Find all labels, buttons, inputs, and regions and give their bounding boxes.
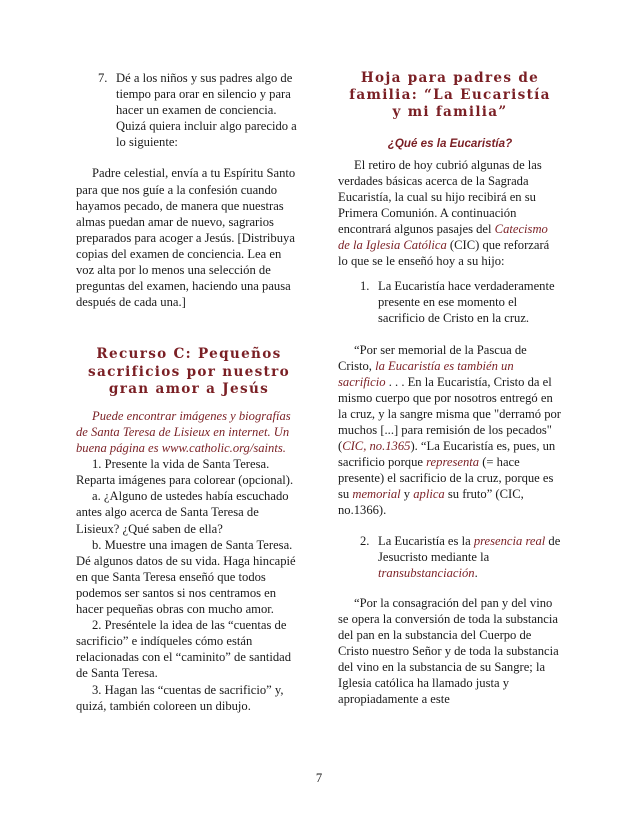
handout-title: Hoja para padres de familia: “La Eucaristía y mi familia” [349,70,551,121]
quote-text: su fruto” (CIC, no.1366). [338,487,524,518]
point-number: 1. [360,279,370,294]
quote-text: y [400,487,414,502]
list-item-7 [76,70,302,150]
handout-subtitle: ¿Qué es la Eucaristía? [387,136,513,150]
point-emphasis: transubstanciación [378,565,475,580]
quote-emphasis: representa [426,455,480,470]
point-text: La Eucaristía hace verdaderamente presente en ese momento el sacrificio de Cristo en la cruz. [378,279,555,326]
quote-emphasis: aplica [413,487,445,502]
step-1b: b. Muestre una imagen de Santa Teresa. Dé algunos datos de su vida. Haga hincapié en que Santa Teresa enseñó que todos podemos ser santos si nos centramos en hacer pequeñas obras con mucho amor. [76,537,296,617]
list-item-text: Dé a los niños y sus padres algo de tiempo para orar en silencio y para hacer un examen de conciencia. Quizá quiera incluir algo parecido a lo siguiente: [116,71,297,150]
point-text: La Eucaristía es la [378,533,474,548]
intro-paragraph: Puede encontrar imágenes y biografías de Santa Teresa de Lisieux en internet. Un buena página es www.catholic.org/saints. [76,408,291,456]
prayer-paragraph: Padre celestial, envía a tu Espíritu Santo para que nos guíe a la confesión cuando hayamos pecado, de manera que nuestras almas puedan amar de nuevo, sagrarios preparados para acoger a Jesús. [Distribuya copias del examen de conciencia. Lea en voz alta por lo menos una selección de preguntas del examen, haciendo una pausa después de cada una.] [76,166,296,310]
intro-text-a: El retiro de hoy cubrió algunas de las verdades básicas acerca de la Sagrada Eucaristía, la cual su hijo recibirá en su Primera Comunión. A continuación encontrará algunos pasajes del [338,157,542,236]
point-text: . [474,565,478,580]
step-1a: a. ¿Alguno de ustedes había escuchado antes algo acerca de Santa Teresa de Lisieux? ¿Qué saben de ella? [76,489,289,536]
quote-1 [338,342,562,519]
quote-reference: CIC, no.1365 [342,439,411,454]
intro-text-b: (CIC) que reforzará lo que se le enseñó hoy a su hijo: [338,238,550,269]
step-2: 2. Preséntele la idea de las “cuentas de sacrificio” e indíqueles cómo están relacionadas con el “caminito” de santidad de Santa Teresa. [76,618,292,681]
point-text: de Jesucristo mediante la [378,533,561,564]
point-emphasis: presencia real [473,533,546,548]
page-number: 7 [315,771,323,785]
step-1: 1. Presente la vida de Santa Teresa. Reparta imágenes para colorear (opcional). [76,457,294,488]
catecismo-title: Catecismo de la Iglesia Católica [338,221,548,253]
list-number: 7. [98,71,108,85]
point-number: 2. [360,533,370,548]
point-2 [338,533,562,581]
intro-paragraph [338,157,562,270]
quote-2: “Por la consagración del pan y del vino se opera la conversión de toda la substancia del pan en la substancia del Cuerpo de Cristo nuestro Señor y de toda la substancia del vino en la substancia de su Sangre; la Iglesia católica ha llamado justa y apropiadamente a este [338,595,559,707]
right-column [338,70,562,708]
quote-text: . . . En la Eucaristía, Cristo da el mismo cuerpo que por nosotros entregó en la cruz, y la sangre misma que "derramó por muchos [...] para remisión de los pecados" ( [338,374,561,454]
quote-emphasis: la Eucaristía es también un sacrificio [338,358,514,389]
quote-text: (= hace presente) el sacrificio de la cruz, porque es su [338,455,554,502]
step-3: 3. Hagan las “cuentas de sacrificio” y, quizá, también coloreen un dibujo. [76,682,284,713]
left-column [76,70,302,714]
quote-text: “Por ser memorial de la Pascua de Cristo, [338,342,527,373]
quote-text: ). “La Eucaristía es, pues, un sacrificio porque [338,439,556,470]
recurso-c-heading: Recurso C: Pequeños sacrificios por nuestro gran amor a Jesús [88,346,290,397]
point-1 [338,278,562,326]
quote-emphasis: memorial [352,487,401,502]
